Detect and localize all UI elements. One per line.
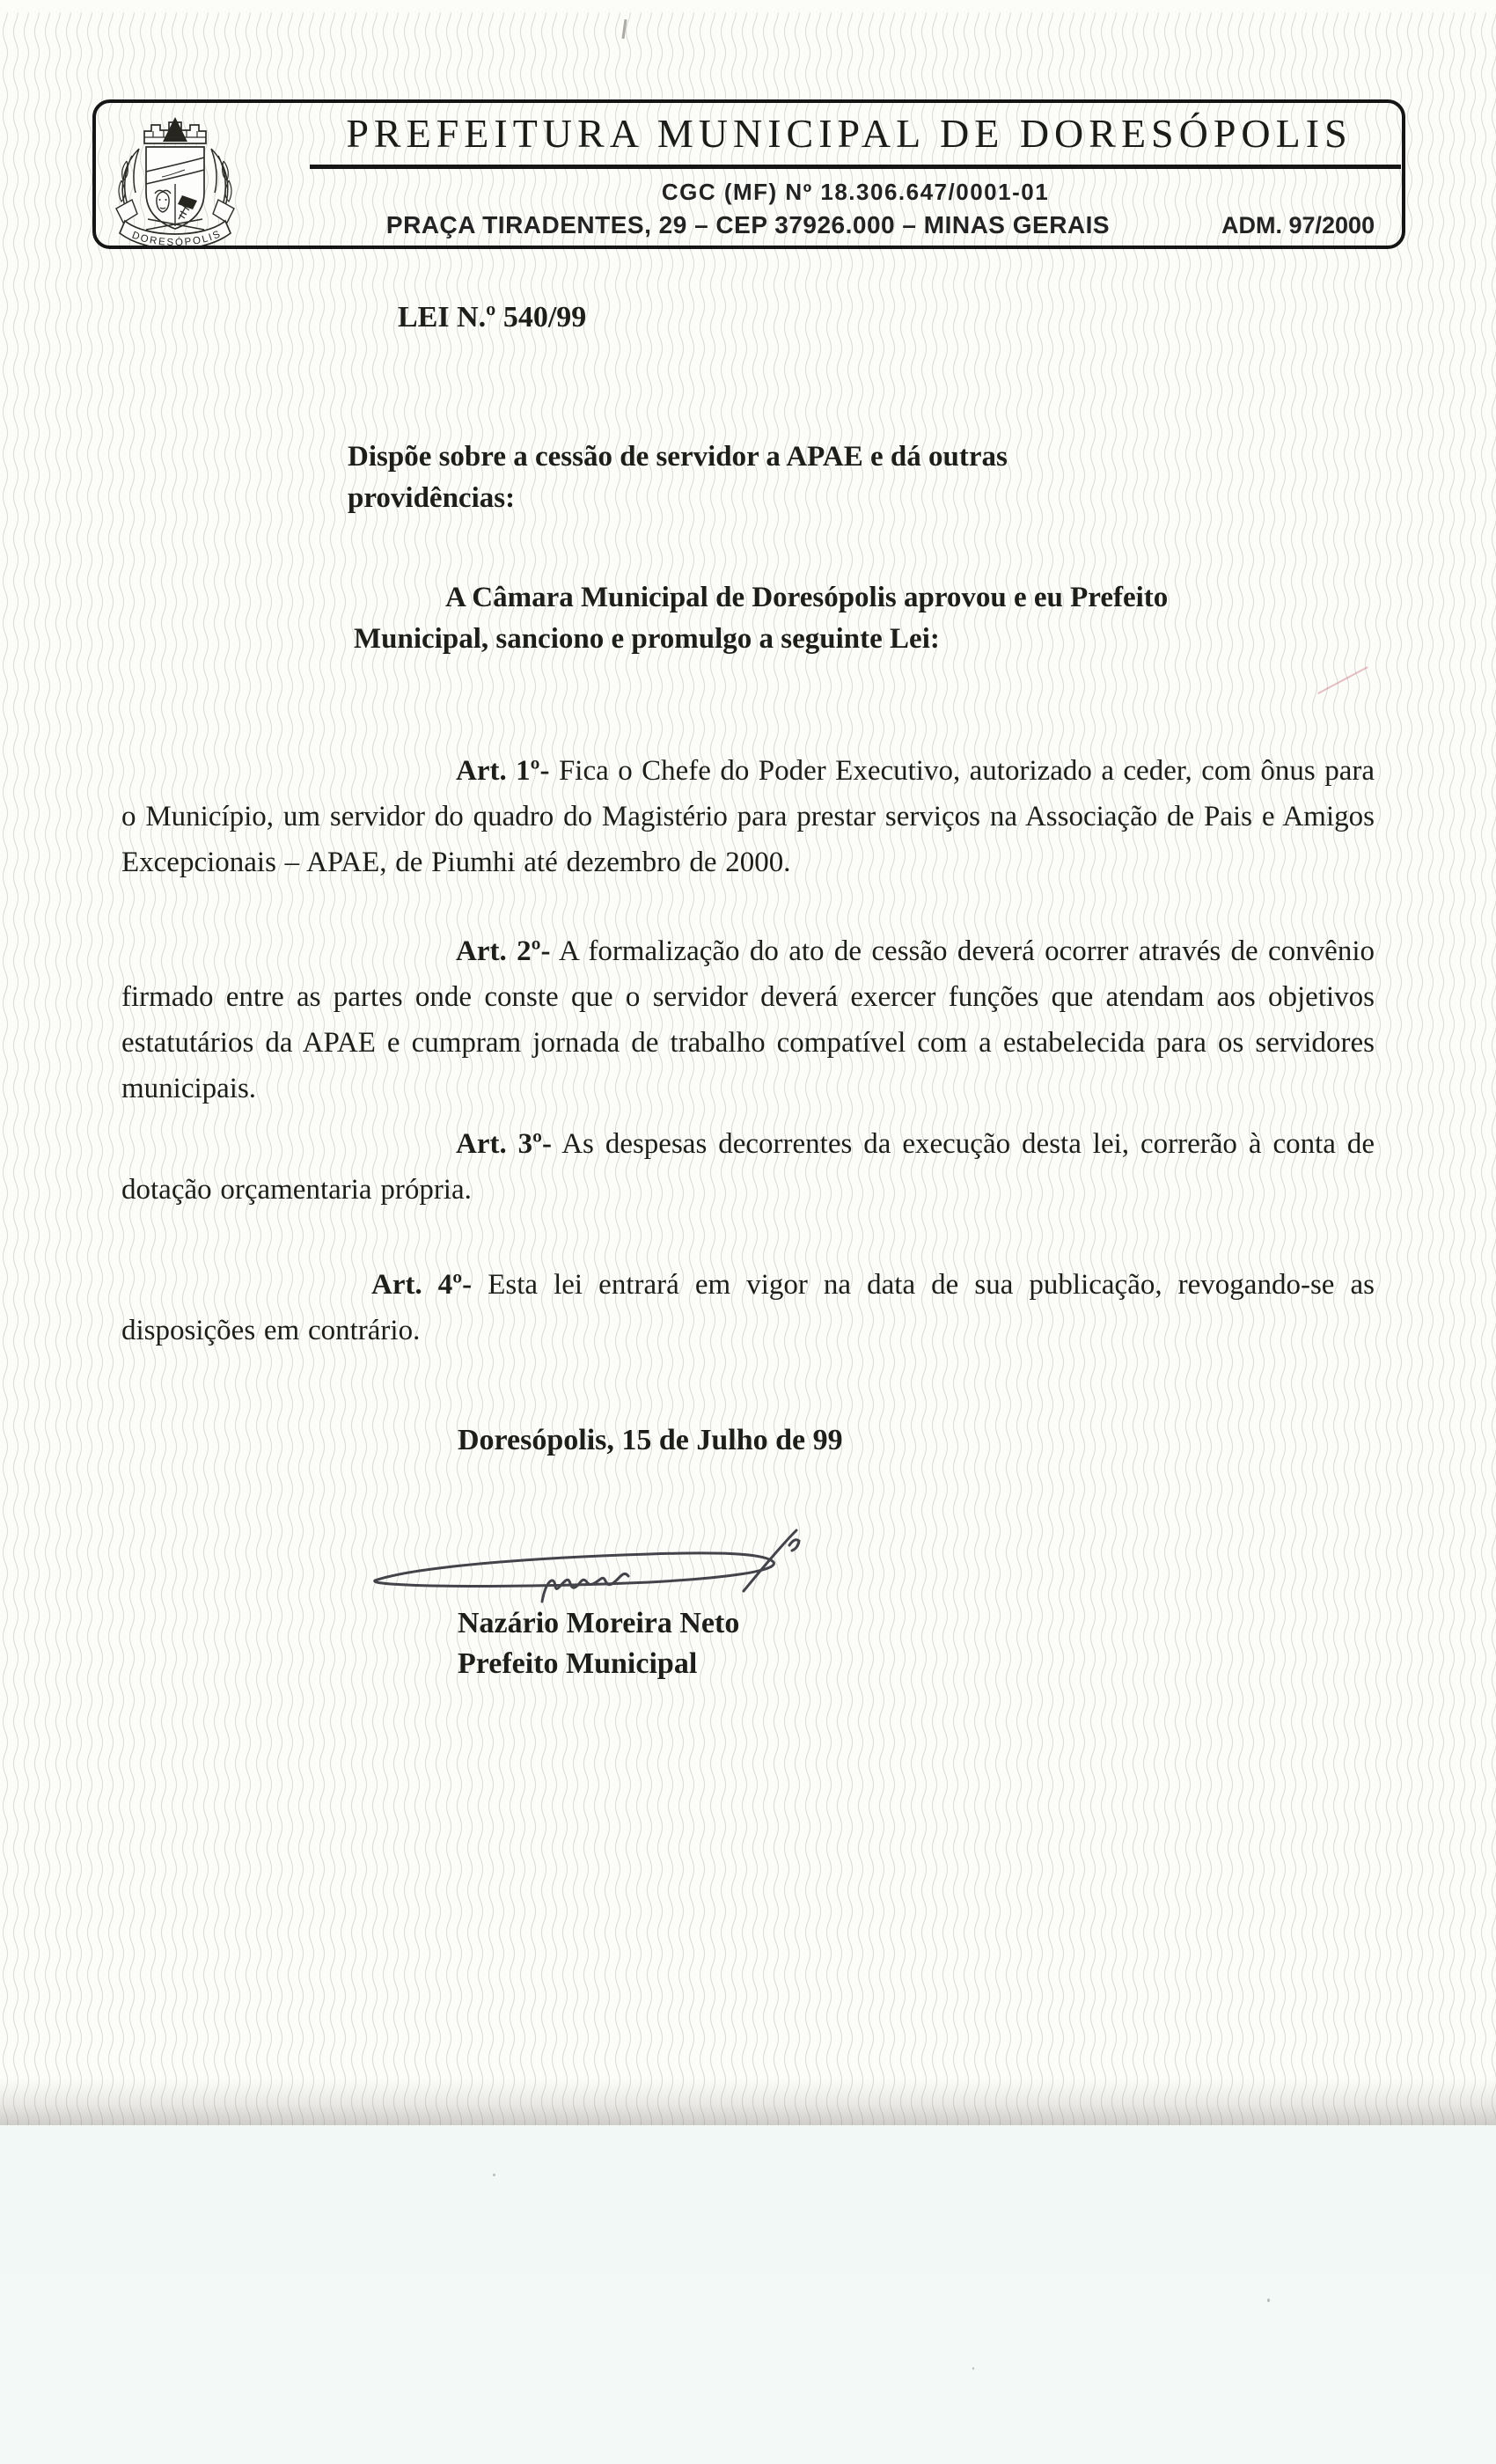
law-preamble: A Câmara Municipal de Doresópolis aprovou e eu Prefeito Municipal, sanciono e promulgo a seguinte Lei: bbox=[354, 582, 1169, 655]
article-1-text: Fica o Chefe do Poder Executivo, autorizado a ceder, com ônus para o Município, um servidor do quadro do Magistério para prestar serviços na Associação de Pais e Amigos Excepcionais – APAE, de Piumhi até dezembro de 2000. bbox=[121, 755, 1375, 878]
signer-title: Prefeito Municipal bbox=[458, 1647, 698, 1680]
signature-stroke bbox=[359, 1528, 817, 1609]
scan-speck bbox=[1267, 2299, 1270, 2302]
article-3 bbox=[121, 1121, 1375, 1213]
article-2-text: A formalização do ato de cessão deverá ocorrer através de convênio firmado entre as partes onde conste que o servidor deverá exercer funções que atendam aos objetivos estatutários da APAE e cumpram jornada de trabalho compatível com a estabelecida para os servidores municipais. bbox=[121, 935, 1375, 1104]
law-number: LEI N.º 540/99 bbox=[398, 301, 587, 334]
signature-block bbox=[458, 1603, 739, 1684]
address-line: PRAÇA TIRADENTES, 29 – CEP 37926.000 – MINAS GERAIS bbox=[385, 211, 1111, 238]
article-2 bbox=[121, 928, 1375, 1111]
crest-banner-text: DORESÓPOLIS bbox=[130, 228, 224, 246]
cgc-line: CGC (MF) Nº 18.306.647/0001-01 bbox=[661, 179, 1050, 205]
law-summary: Dispõe sobre a cessão de servidor a APAE e dá outras providências: bbox=[348, 441, 1008, 514]
article-2-label: Art. 2º- bbox=[456, 935, 551, 967]
date-line: Doresópolis, 15 de Julho de 99 bbox=[458, 1424, 843, 1456]
scan-speck bbox=[972, 2367, 974, 2370]
article-4-text: Esta lei entrará em vigor na data de sua publicação, revogando-se as disposições em contrário. bbox=[121, 1269, 1375, 1346]
letterhead-title: PREFEITURA MUNICIPAL DE DORESÓPOLIS bbox=[346, 111, 1353, 156]
scan-speck bbox=[493, 2174, 495, 2176]
article-4-label: Art. 4º- bbox=[371, 1269, 473, 1301]
article-3-text: As despesas decorrentes da execução desta lei, correrão à conta de dotação orçamentaria própria. bbox=[121, 1128, 1375, 1206]
signer-name: Nazário Moreira Neto bbox=[458, 1607, 740, 1639]
article-1 bbox=[121, 748, 1375, 885]
administration-term: ADM. 97/2000 bbox=[1221, 212, 1375, 238]
article-1-label: Art. 1º- bbox=[456, 755, 550, 787]
article-4 bbox=[121, 1262, 1375, 1353]
title-underline bbox=[310, 165, 1401, 169]
article-3-label: Art. 3º- bbox=[456, 1128, 553, 1160]
